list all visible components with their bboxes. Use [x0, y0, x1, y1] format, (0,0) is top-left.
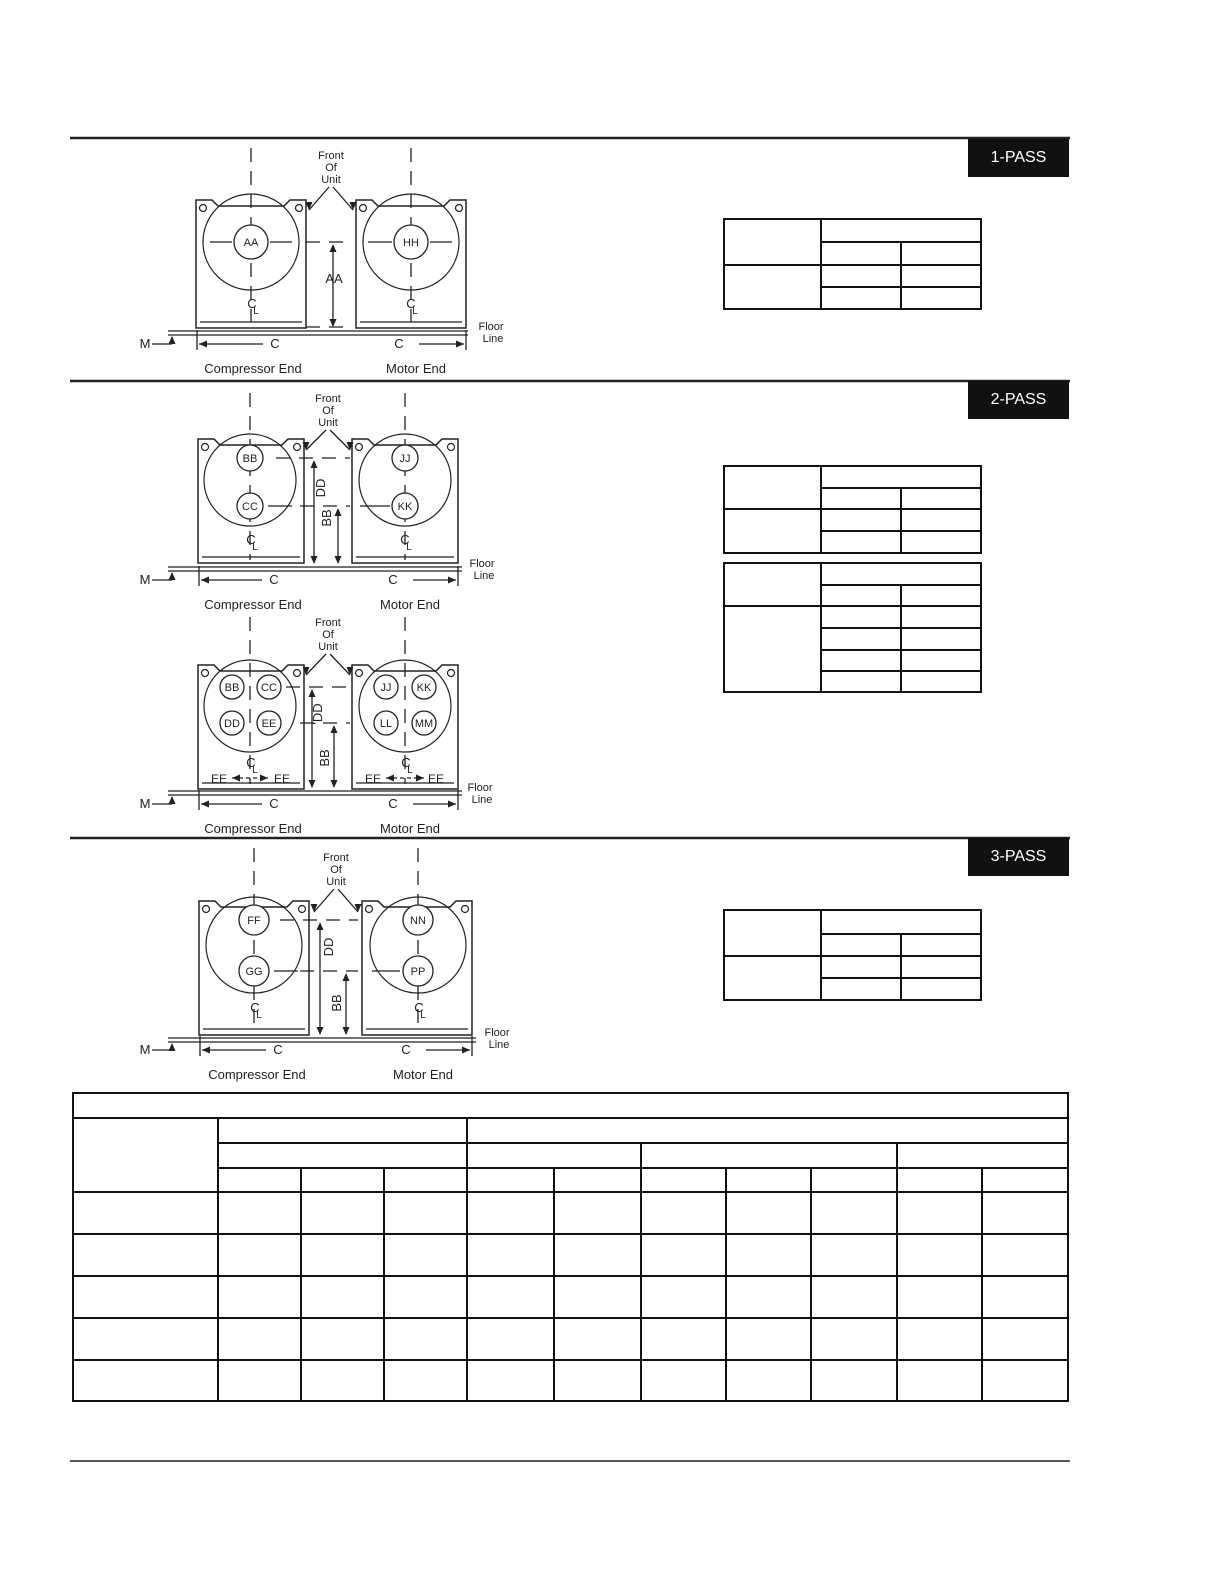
front-of-unit-label: Of [330, 864, 342, 876]
centerline-symbol: C [400, 532, 410, 547]
tag-2-pass: 2-PASS [968, 381, 1069, 419]
table-2-pass-b [723, 562, 982, 693]
nozzle-label: CC [242, 501, 258, 513]
nozzle-label: GG [245, 966, 263, 978]
centerline-symbol: C [247, 296, 257, 311]
floor-line-label: Line [471, 794, 493, 806]
floor-line-label: Floor [469, 558, 495, 570]
centerline-symbol: L [407, 765, 413, 776]
ee-label: EE [210, 772, 228, 786]
c-label: C [388, 796, 398, 811]
tag-3-pass: 3-PASS [968, 838, 1069, 876]
compressor-end-housing [198, 665, 304, 789]
bolt-hole [356, 670, 363, 677]
dd-arrow [311, 556, 318, 564]
bolt-hole [294, 670, 301, 677]
centerline-symbol: L [412, 306, 418, 317]
ee-label: EE [364, 772, 382, 786]
front-arrow-line [330, 430, 350, 450]
bb-label: BB [319, 509, 334, 527]
c-label: C [394, 336, 404, 351]
centerline-symbol: C [414, 1000, 424, 1015]
c-label: C [401, 1042, 411, 1057]
front-of-unit-label: Front [318, 150, 344, 162]
front-arrow-line [333, 187, 353, 210]
aa-label: AA [325, 271, 343, 286]
aa-arrow [330, 319, 337, 327]
front-arrow-head [355, 904, 362, 912]
dimension-table [72, 1092, 1069, 1402]
bolt-hole [202, 670, 209, 677]
bolt-hole [448, 670, 455, 677]
m-label: M [139, 336, 151, 351]
front-arrow-line [338, 889, 358, 912]
c-arrow [201, 577, 209, 584]
front-of-unit-label: Of [325, 162, 337, 174]
aa-arrow [330, 244, 337, 252]
ee-arrow [232, 775, 240, 782]
m-arrow [169, 796, 176, 804]
c-arrow [202, 1047, 210, 1054]
compressor-end-label: Compressor End [208, 1067, 306, 1082]
centerline-symbol: C [401, 755, 411, 770]
ee-arrow [386, 775, 394, 782]
floor-line-label: Floor [478, 321, 504, 333]
bolt-hole [456, 205, 463, 212]
dd-label: DD [321, 937, 336, 957]
floor-line-label: Floor [484, 1027, 510, 1039]
m-arrow [169, 1043, 176, 1051]
nozzle-label: LL [379, 718, 393, 730]
front-of-unit-label: Front [323, 852, 349, 864]
bb-arrow [343, 973, 350, 981]
bb-arrow [343, 1027, 350, 1035]
nozzle-label: BB [242, 453, 258, 465]
ee-arrow [416, 775, 424, 782]
c-arrow [456, 341, 464, 348]
nozzle-label: PP [410, 966, 426, 978]
front-arrow-head [311, 904, 318, 912]
ee-label: EE [273, 772, 291, 786]
centerline-symbol: L [252, 765, 258, 776]
compressor-end-label: Compressor End [204, 361, 302, 376]
front-arrow-line [306, 430, 326, 450]
c-label: C [388, 572, 398, 587]
centerline-symbol: L [420, 1010, 426, 1021]
bolt-hole [356, 444, 363, 451]
nozzle-label: KK [416, 682, 432, 694]
nozzle-label: JJ [399, 453, 411, 465]
floor-line-label: Line [473, 570, 495, 582]
bolt-hole [296, 205, 303, 212]
front-of-unit-label: Of [322, 629, 334, 641]
bolt-hole [203, 906, 210, 913]
m-label: M [139, 572, 151, 587]
c-arrow [201, 801, 209, 808]
motor-end-label: Motor End [380, 597, 440, 612]
front-of-unit-label: Unit [321, 174, 341, 186]
front-of-unit-label: Unit [318, 641, 338, 653]
dd-arrow [317, 1027, 324, 1035]
c-label: C [269, 796, 279, 811]
motor-end-housing [352, 665, 458, 789]
dd-arrow [309, 780, 316, 788]
c-label: C [269, 572, 279, 587]
ee-arrow [260, 775, 268, 782]
ee-label: EE [427, 772, 445, 786]
c-label: C [270, 336, 280, 351]
bb-arrow [335, 556, 342, 564]
c-arrow [448, 801, 456, 808]
front-arrow-line [330, 654, 350, 675]
front-of-unit-label: Unit [318, 417, 338, 429]
m-label: M [139, 1042, 151, 1057]
nozzle-label: JJ [380, 682, 392, 694]
nozzle-label: NN [410, 915, 426, 927]
m-label: M [139, 796, 151, 811]
nozzle-label: CC [261, 682, 277, 694]
bolt-hole [299, 906, 306, 913]
floor-line-label: Line [488, 1039, 510, 1051]
centerline-symbol: C [250, 1000, 260, 1015]
nozzle-label: HH [403, 237, 419, 249]
nozzle-label: FF [247, 915, 261, 927]
motor-end-label: Motor End [380, 821, 440, 836]
motor-end-label: Motor End [393, 1067, 453, 1082]
front-of-unit-label: Front [315, 393, 341, 405]
nozzle-label: EE [261, 718, 277, 730]
floor-line-label: Line [482, 333, 504, 345]
centerline-symbol: L [406, 542, 412, 553]
front-arrow-line [314, 889, 334, 912]
bb-label: BB [329, 994, 344, 1012]
bb-arrow [331, 725, 338, 733]
nozzle-label: KK [397, 501, 413, 513]
centerline-symbol: L [252, 542, 258, 553]
table-1-pass [723, 218, 982, 310]
bolt-hole [294, 444, 301, 451]
c-arrow [462, 1047, 470, 1054]
dd-label: DD [313, 478, 328, 498]
bolt-hole [462, 906, 469, 913]
nozzle-label: AA [243, 237, 259, 249]
nozzle-label: BB [224, 682, 240, 694]
centerline-symbol: C [406, 296, 416, 311]
compressor-end-label: Compressor End [204, 821, 302, 836]
centerline-symbol: C [246, 755, 256, 770]
tag-1-pass: 1-PASS [968, 139, 1069, 177]
nozzle-label: DD [224, 718, 240, 730]
front-of-unit-label: Of [322, 405, 334, 417]
bb-label: BB [317, 749, 332, 767]
nozzle-label: MM [414, 718, 434, 730]
bb-arrow [331, 780, 338, 788]
c-arrow [448, 577, 456, 584]
c-label: C [273, 1042, 283, 1057]
bb-arrow [335, 508, 342, 516]
dd-label: 'DD [310, 703, 325, 725]
c-arrow [199, 341, 207, 348]
compressor-end-label: Compressor End [204, 597, 302, 612]
dd-arrow [309, 689, 316, 697]
centerline-symbol: L [253, 306, 259, 317]
front-of-unit-label: Front [315, 617, 341, 629]
bolt-hole [360, 205, 367, 212]
bolt-hole [366, 906, 373, 913]
centerline-symbol: L [256, 1010, 262, 1021]
dd-arrow [311, 460, 318, 468]
motor-end-label: Motor End [386, 361, 446, 376]
front-arrow-line [309, 187, 329, 210]
m-arrow [169, 336, 176, 344]
front-of-unit-label: Unit [326, 876, 346, 888]
bolt-hole [448, 444, 455, 451]
table-2-pass-a [723, 465, 982, 554]
floor-line-label: Floor [467, 782, 493, 794]
dd-arrow [317, 922, 324, 930]
centerline-symbol: C [246, 532, 256, 547]
m-arrow [169, 572, 176, 580]
front-arrow-line [306, 654, 326, 675]
bolt-hole [200, 205, 207, 212]
table-3-pass [723, 909, 982, 1001]
bolt-hole [202, 444, 209, 451]
